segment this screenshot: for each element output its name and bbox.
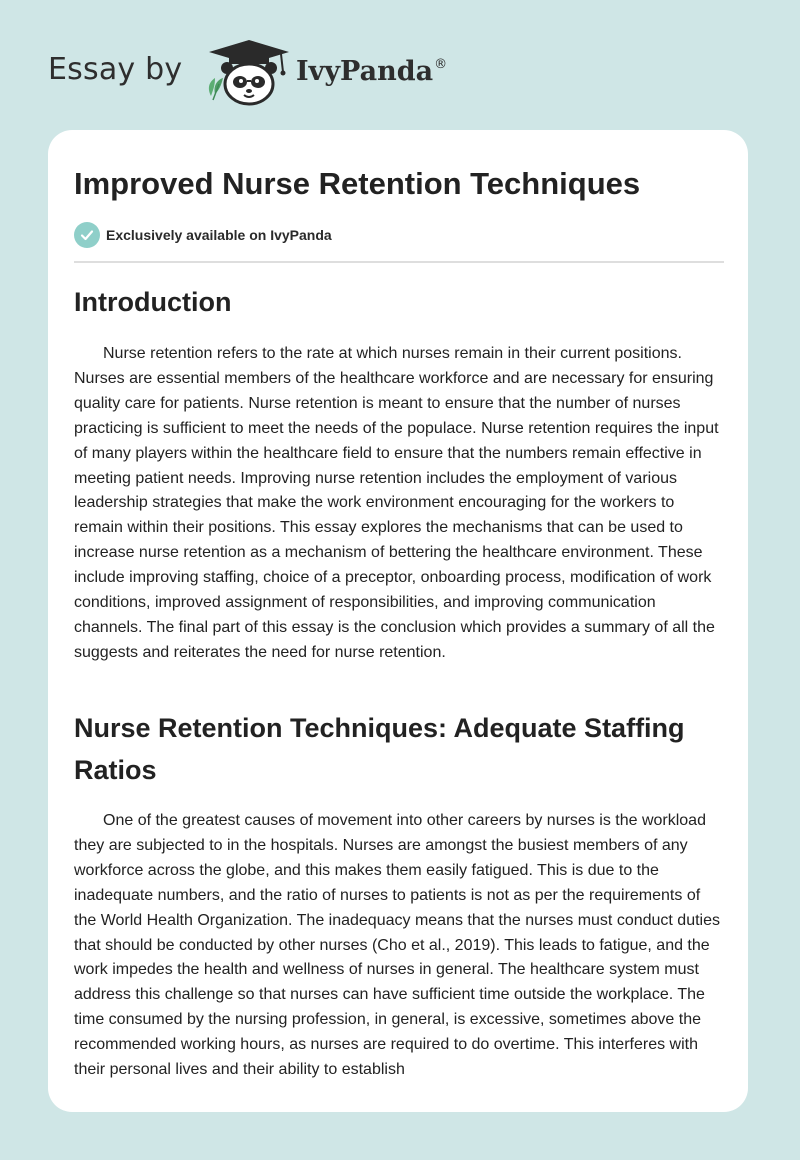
exclusive-badge-text: Exclusively available on IvyPanda (106, 227, 332, 243)
registered-mark: ® (434, 57, 448, 72)
section-heading-introduction: Introduction (74, 287, 232, 317)
panda-graduate-icon[interactable] (203, 38, 293, 108)
article-card (48, 130, 748, 1112)
section-paragraph-introduction: Nurse retention refers to the rate at which nurses remain in their current positions. Nurses are essential members of the healthcare workforce and are necessary for ensuring quality care for patients. Nurse retention is meant to ensure that the number of nurses practicing is sufficient to meet the needs of the populace. Nurse retention requires the input of many players within the healthcare field to ensure that the numbers remain effective in meeting patient needs. Improving nurse retention includes the employment of various leadership strategies that make the work environment encouraging for the workers to remain within their positions. This essay explores the mechanisms that can be used to increase nurse retention as a mechanism of bettering the healthcare environment. These include improving staffing, choice of a preceptor, onboarding process, modification of work conditions, improved assignment of responsibilities, and improving communication channels. The final part of this essay is the conclusion which provides a summary of all the suggests and reiterates the need for nurse retention. (74, 345, 719, 661)
check-icon (74, 222, 100, 248)
essay-by-label: Essay by (48, 52, 183, 87)
page-title: Improved Nurse Retention Techniques (74, 166, 641, 201)
title-divider (74, 261, 724, 263)
brand-name-text: IvyPanda (296, 56, 434, 87)
brand-name[interactable] (296, 56, 447, 87)
site-header (48, 38, 508, 108)
section-paragraph-staffing: One of the greatest causes of movement into other careers by nurses is the workload they are subjected to in the hospitals. Nurses are amongst the busiest members of any workforce across the globe, and this makes them easily fatigued. This is due to the inadequate numbers, and the ratio of nurses to patients is not as per the requirements of the World Health Organization. The inadequacy means that the nurses must conduct duties that should be conducted by other nurses (Cho et al., 2019). This leads to fatigue, and the work impedes the health and wellness of nurses in general. The healthcare system must address this challenge so that nurses can have sufficient time outside the workplace. The time consumed by the nursing profession, in general, is excessive, sometimes above the recommended working hours, as nurses are required to do overtime. This interferes with their personal lives and their ability to establish (74, 812, 720, 1079)
section-heading-staffing: Nurse Retention Techniques: Adequate Staffing Ratios (74, 713, 685, 785)
exclusive-badge (74, 222, 332, 248)
